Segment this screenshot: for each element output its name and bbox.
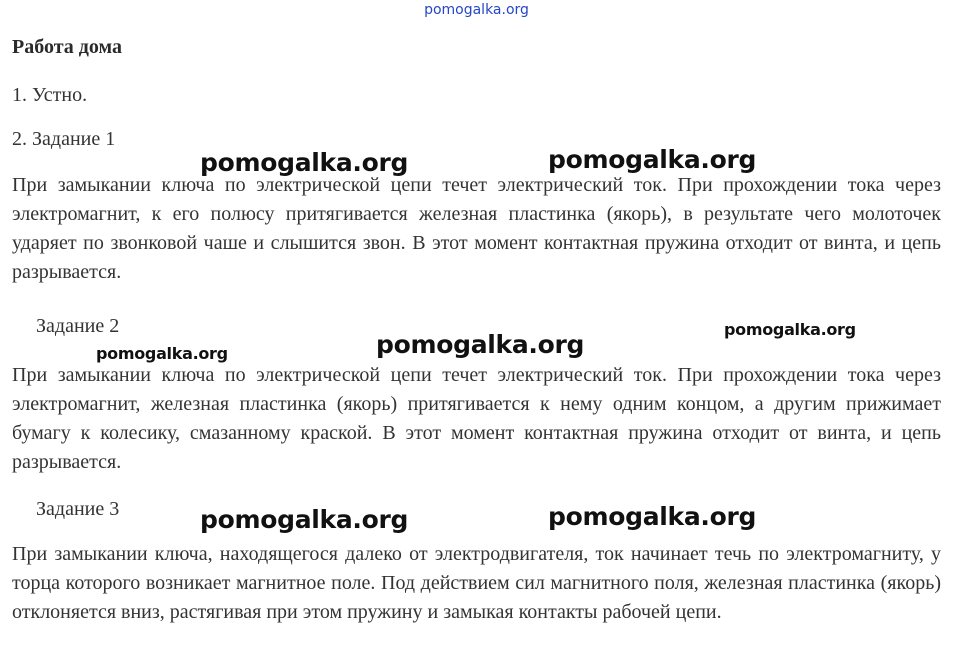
task-3-label: Задание 3 xyxy=(36,498,120,520)
watermark: pomogalka.org xyxy=(200,505,409,534)
item-oral: 1. Устно. xyxy=(12,84,88,106)
watermark: pomogalka.org xyxy=(548,145,757,174)
page-heading: Работа дома xyxy=(12,36,122,58)
watermark: pomogalka.org xyxy=(376,330,585,359)
watermark: pomogalka.org xyxy=(548,502,757,531)
watermark: pomogalka.org xyxy=(96,344,228,363)
task-2-label: Задание 2 xyxy=(36,315,120,337)
watermark: pomogalka.org xyxy=(200,148,409,177)
task-2-text: При замыкании ключа по электрической цепи течет электрический ток. При прохождении тока через электромагнит, железная пластинка (якорь) притягивается к нему одним концом, а другим прижимает бумагу к колесику, смазанному краской. В этот момент контактная пружина отходит от винта, и цепь разрывается. xyxy=(12,364,941,473)
task-1-label: 2. Задание 1 xyxy=(12,128,116,150)
task-1-text: При замыкании ключа по электрической цепи течет электрический ток. При прохождении тока через электромагнит, к его полюсу притягивается железная пластинка (якорь), в результате чего молоточек ударяет по звонковой чаше и слышится звон. В этот момент контактная пружина отходит от винта, и цепь разрывается. xyxy=(12,174,941,283)
watermark: pomogalka.org xyxy=(724,320,856,339)
site-link[interactable]: pomogalka.org xyxy=(424,2,529,18)
task-3-text: При замыкании ключа, находящегося далеко от электродвигателя, ток начинает течь по электромагниту, у торца которого возникает магнитное поле. Под действием сил магнитного поля, железная пластинка (якорь) отклоняется вниз, растягивая при этом пружину и замыкая контакты рабочей цепи. xyxy=(12,543,941,623)
